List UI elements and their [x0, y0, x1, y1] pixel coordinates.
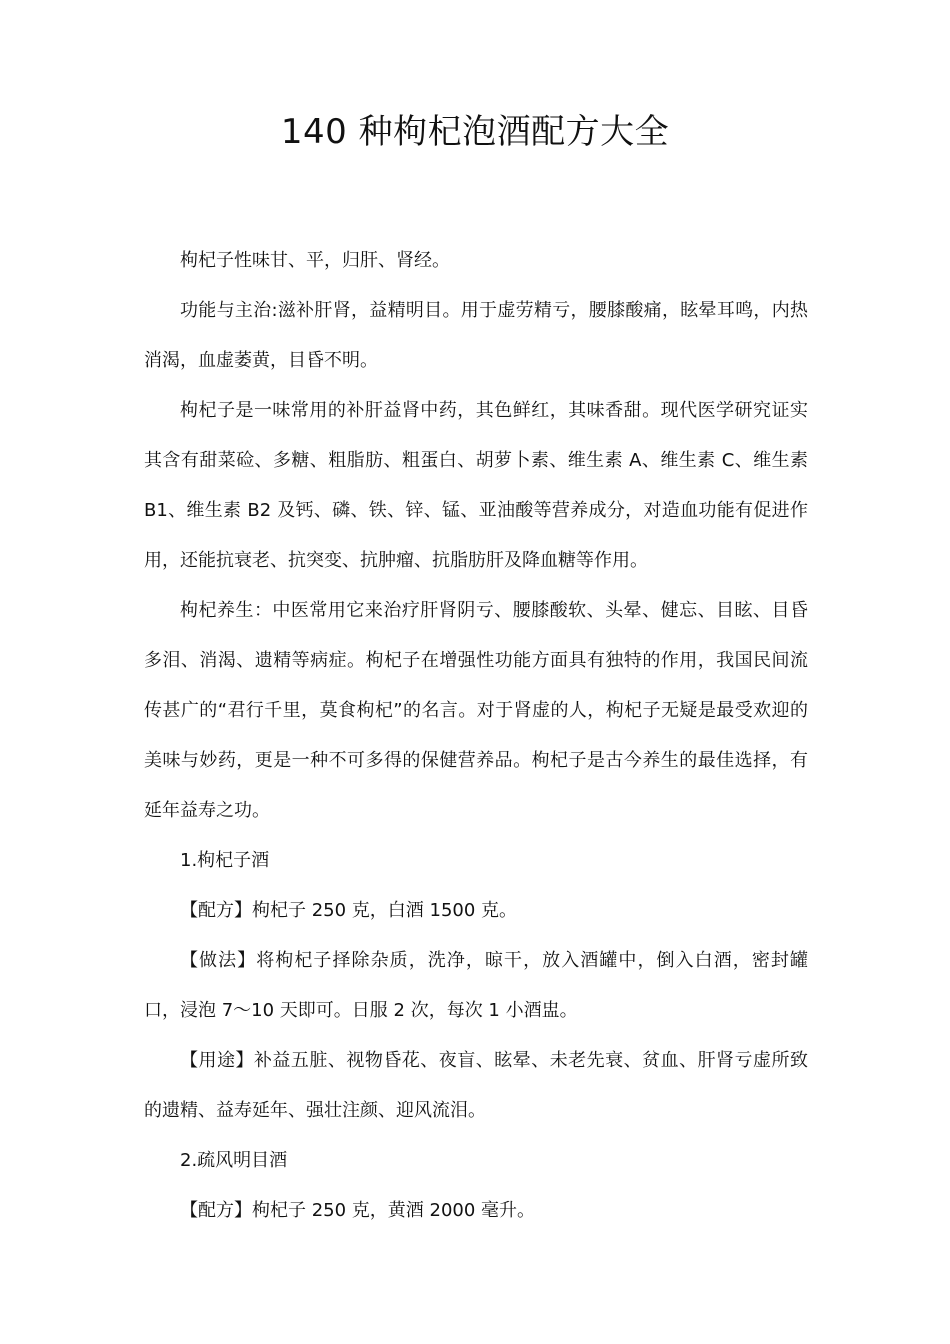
recipe-heading-1: 1.枸杞子酒: [180, 850, 270, 871]
paragraph-functions: 功能与主治:滋补肝肾，益精明目。用于虚劳精亏，腰膝酸痛，眩晕耳鸣，内热消渴，血虚萎黄，目昏不明。: [144, 300, 808, 371]
recipe-2-formula: 【配方】枸杞子 250 克，黄酒 2000 毫升。: [180, 1200, 536, 1221]
paragraph-composition: 枸杞子是一味常用的补肝益肾中药，其色鲜红，其味香甜。现代医学研究证实其含有甜菜硷、多糖、粗脂肪、粗蛋白、胡萝卜素、维生素 A、维生素 C、维生素 B1、维生素 B2 及钙、磷、铁、锌、锰、亚油酸等营养成分，对造血功能有促进作用，还能抗衰老、抗突变、抗肿瘤、抗脂肪肝及降血糖等作用。: [144, 400, 808, 571]
recipe-1-method: 【做法】将枸杞子择除杂质，洗净，晾干，放入酒罐中，倒入白酒，密封罐口，浸泡 7～10 天即可。日服 2 次，每次 1 小酒盅。: [144, 950, 808, 1021]
recipe-1-usage: 【用途】补益五脏、视物昏花、夜盲、眩晕、未老先衰、贫血、肝肾亏虚所致的遗精、益寿延年、强壮注颜、迎风流泪。: [144, 1050, 808, 1121]
paragraph-health: 枸杞养生：中医常用它来治疗肝肾阴亏、腰膝酸软、头晕、健忘、目眩、目昏多泪、消渴、遗精等病症。枸杞子在增强性功能方面具有独特的作用，我国民间流传甚广的“君行千里，莫食枸杞”的名言。对于肾虚的人，枸杞子无疑是最受欢迎的美味与妙药，更是一种不可多得的保健营养品。枸杞子是古今养生的最佳选择，有延年益寿之功。: [144, 600, 808, 821]
document-body: [144, 236, 808, 1236]
paragraph-nature: 枸杞子性味甘、平，归肝、肾经。: [180, 250, 450, 271]
document-title: 140 种枸杞泡酒配方大全: [280, 112, 670, 152]
recipe-1-formula: 【配方】枸杞子 250 克，白酒 1500 克。: [180, 900, 518, 921]
recipe-heading-2: 2.疏风明目酒: [180, 1150, 288, 1171]
